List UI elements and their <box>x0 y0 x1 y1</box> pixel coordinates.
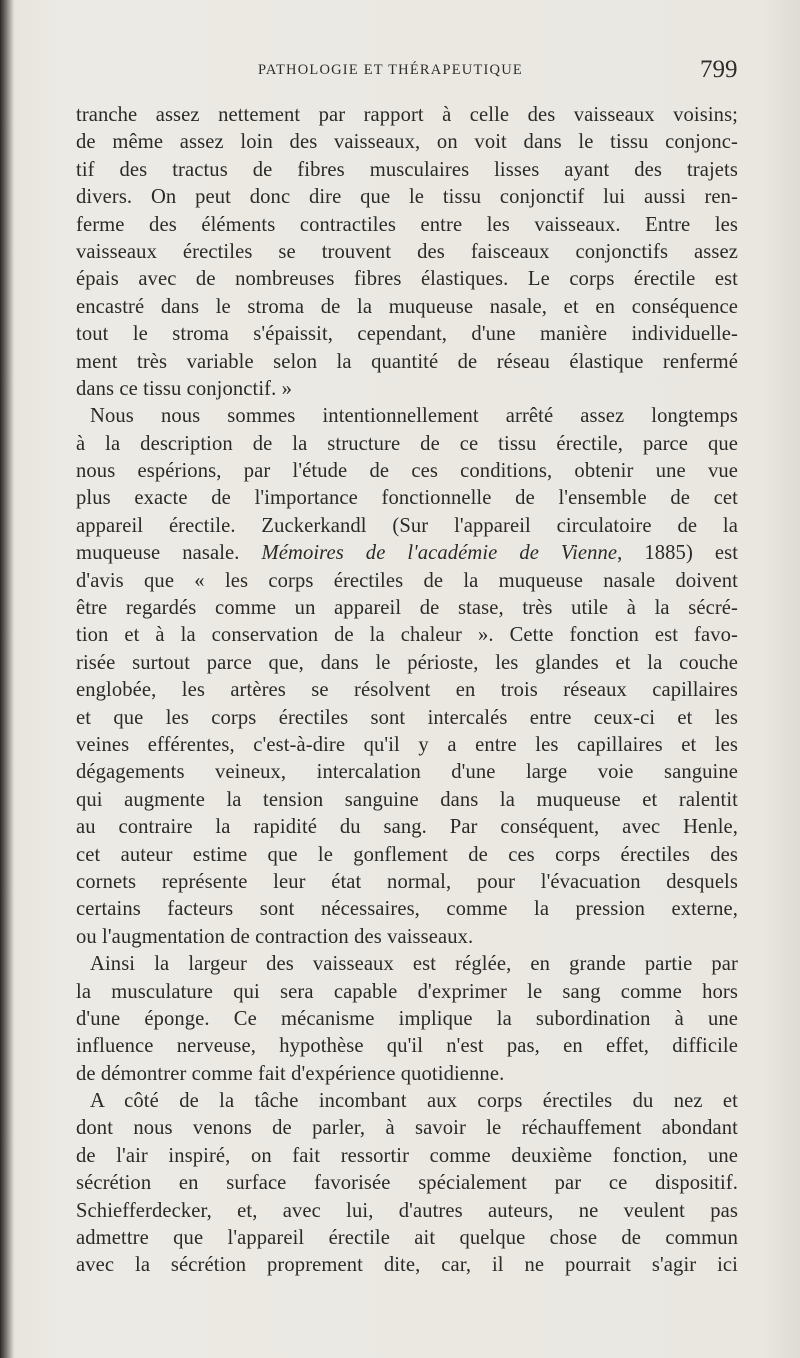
text-line: nous espérions, par l'étude de ces conditions, obtenir une vue <box>76 460 738 483</box>
text-line: veines efférentes, c'est-à-dire qu'il y a entre les capillaires et les <box>76 733 738 756</box>
text-line: être regardés comme un appareil de stase, très utile à la sécré- <box>76 597 738 620</box>
text-line: vaisseaux érectiles se trouvent des faisceaux conjonctifs assez <box>76 240 738 263</box>
paragraph-start-line: A côté de la tâche incombant aux corps érectiles du nez et <box>90 1090 738 1113</box>
text-line: de même assez loin des vaisseaux, on voit dans le tissu conjonc- <box>76 131 738 154</box>
paragraph-start-line: Nous nous sommes intentionnellement arrêté assez longtemps <box>90 405 738 428</box>
text-line: risée surtout parce que, dans le périoste, les glandes et la couche <box>76 651 738 674</box>
text-line: cet auteur estime que le gonflement de ces corps érectiles des <box>76 843 738 866</box>
text-line: qui augmente la tension sanguine dans la muqueuse et ralentit <box>76 788 738 811</box>
text-line: certains facteurs sont nécessaires, comme la pression externe, <box>76 898 738 921</box>
text-line: au contraire la rapidité du sang. Par conséquent, avec Henle, <box>76 816 738 839</box>
text-line: la musculature qui sera capable d'exprimer le sang comme hors <box>76 980 738 1003</box>
text-line: tion et à la conservation de la chaleur ». Cette fonction est favo- <box>76 624 738 647</box>
text-line: avec la sécrétion proprement dite, car, il ne pourrait s'agir ici <box>76 1254 738 1277</box>
text-line: à la description de la structure de ce tissu érectile, parce que <box>76 432 738 455</box>
text-line: encastré dans le stroma de la muqueuse nasale, et en conséquence <box>76 295 738 318</box>
text-line-start: muqueuse nasale. <box>76 542 262 565</box>
paragraph-start-line: Ainsi la largeur des vaisseaux est réglée, en grande partie par <box>90 953 738 976</box>
text-line: ment très variable selon la quantité de réseau élastique renfermé <box>76 350 738 373</box>
text-line: tranche assez nettement par rapport à celle des vaisseaux voisins; <box>76 104 738 126</box>
text-line: plus exacte de l'importance fonctionnelle de l'ensemble de cet <box>76 487 738 510</box>
text-line: Schiefferdecker, et, avec lui, d'autres auteurs, ne veulent pas <box>76 1199 738 1222</box>
page-number: 799 <box>700 56 738 83</box>
text-line: ou l'augmentation de contraction des vaisseaux. <box>76 925 474 948</box>
text-line: épais avec de nombreuses fibres élastiques. Le corps érectile est <box>76 268 738 291</box>
text-line: sécrétion en surface favorisée spécialement par ce dispositif. <box>76 1172 738 1195</box>
text-line-with-reference <box>76 540 738 567</box>
text-line: tout le stroma s'épaissit, cependant, d'une manière individuelle- <box>76 323 738 346</box>
text-line: ferme des éléments contractiles entre les vaisseaux. Entre les <box>76 213 738 236</box>
binding-shadow <box>0 0 14 1358</box>
reference-tail: , 1885) est <box>617 542 739 565</box>
text-line: de démontrer comme fait d'expérience quotidienne. <box>76 1062 505 1085</box>
text-line: influence nerveuse, hypothèse qu'il n'est pas, en effet, difficile <box>76 1035 738 1058</box>
text-line: dans ce tissu conjonctif. » <box>76 377 293 400</box>
body-text <box>76 102 738 1280</box>
text-line: et que les corps érectiles sont intercalés entre ceux-ci et les <box>76 706 738 729</box>
text-line: de l'air inspiré, on fait ressortir comme deuxième fonction, une <box>76 1144 738 1167</box>
running-head: PATHOLOGIE ET THÉRAPEUTIQUE <box>258 62 523 78</box>
text-line: admettre que l'appareil érectile ait quelque chose de commun <box>76 1227 738 1250</box>
italic-reference: Mémoires de l'académie de Vienne <box>261 542 618 565</box>
text-line: tif des tractus de fibres musculaires lisses ayant des trajets <box>76 158 738 181</box>
text-line: d'avis que « les corps érectiles de la muqueuse nasale doivent <box>76 569 738 592</box>
text-line: englobée, les artères se résolvent en trois réseaux capillaires <box>76 679 738 702</box>
text-line: dégagements veineux, intercalation d'une large voie sanguine <box>76 761 738 784</box>
text-line: divers. On peut donc dire que le tissu conjonctif lui aussi ren- <box>76 186 738 209</box>
text-line: d'une éponge. Ce mécanisme implique la subordination à une <box>76 1007 738 1030</box>
text-line: cornets représente leur état normal, pour l'évacuation desquels <box>76 870 738 893</box>
text-line: appareil érectile. Zuckerkandl (Sur l'appareil circulatoire de la <box>76 514 738 537</box>
text-line: dont nous venons de parler, à savoir le réchauffement abondant <box>76 1117 738 1140</box>
